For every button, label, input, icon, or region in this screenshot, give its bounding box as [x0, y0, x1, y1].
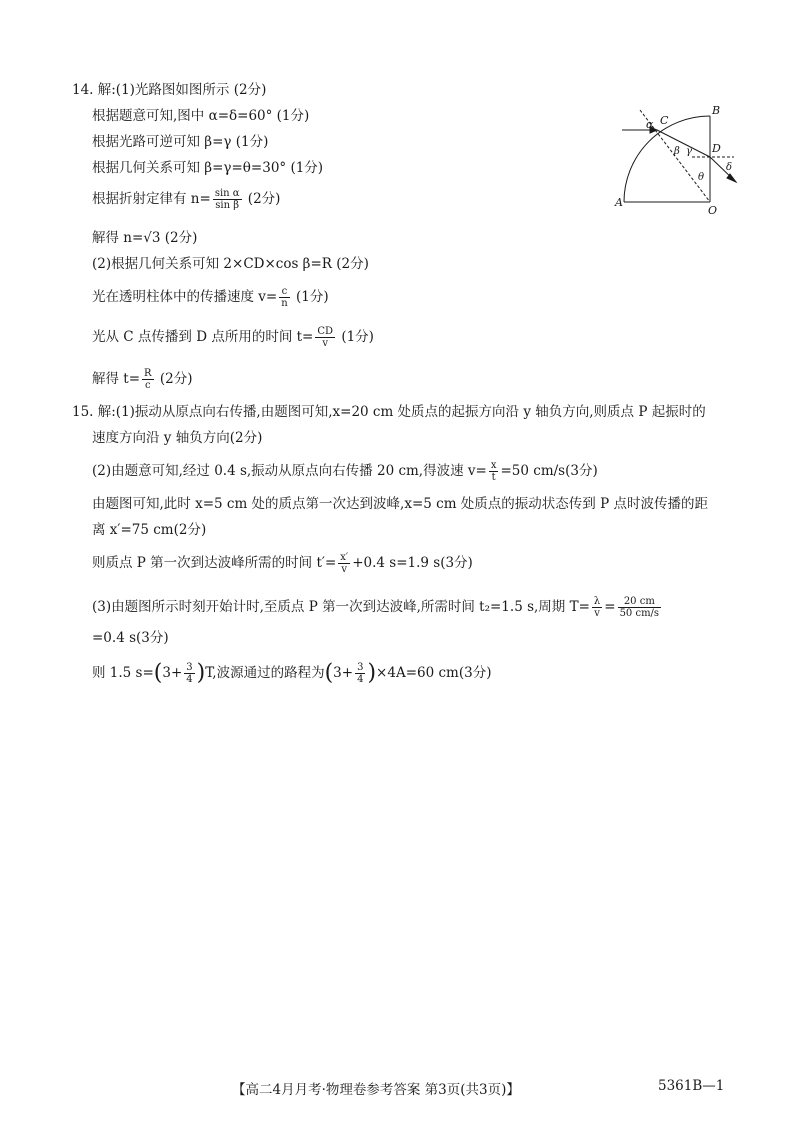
fraction: $\frac{\text{sin α}}{\text{sin β}}$ — [214, 188, 240, 211]
footer-code: 5361B—1 — [658, 1078, 725, 1094]
fraction: $\frac{3}{4}$ — [357, 662, 364, 685]
q15-line-2: 速度方向沿 y 轴负方向(2分) — [92, 430, 263, 446]
q15-line-7: (3)由题图所示时刻开始计时,至质点 P 第一次到达波峰,所需时间 t₂=1.5 s,周期 T= $\frac{\lambda}{v}$ = $\frac{20 cm}{50 cm/s}$ — [92, 596, 660, 619]
fraction: $\frac{3}{4}$ — [186, 662, 193, 685]
fraction: $\frac{x}{t}$ — [490, 460, 497, 483]
fraction: $\frac{20 cm}{50 cm/s}$ — [619, 596, 660, 619]
label-theta: θ — [698, 172, 705, 183]
q15-line-9: 则 1.5 s=(3+ $\frac{3}{4}$ )T,波源通过的路程为(3+ $\frac{3}{4}$ )×4A=60 cm(3分) — [92, 660, 492, 686]
q14-line-3: 根据光路可逆可知 β=γ (1分) — [92, 134, 269, 150]
label-beta: β — [674, 146, 680, 157]
q14-line-10: 解得 t= $\frac{R}{c}$ (2分) — [92, 368, 193, 391]
optics-figure — [612, 102, 742, 217]
fraction: $\frac{CD}{v}$ — [317, 326, 334, 349]
q14-line-1: 14. 解:(1)光路图如图所示 (2分) — [72, 82, 267, 98]
q14-line-8: 光在透明柱体中的传播速度 v= $\frac{c}{n}$ (1分) — [92, 286, 329, 309]
label-c: C — [660, 114, 669, 127]
label-a: A — [615, 196, 623, 209]
fraction: $\frac{c}{n}$ — [281, 286, 288, 309]
q15-line-1: 15. 解:(1)振动从原点向右传播,由题图可知,x=20 cm 处质点的起振方向沿 y 轴负方向,则质点 P 起振时的 — [72, 404, 706, 420]
q14-line-6: 解得 n=√3 (2分) — [92, 230, 198, 246]
fraction: $\frac{R}{c}$ — [144, 368, 152, 391]
fraction: $\frac{\lambda}{v}$ — [593, 596, 601, 619]
q14-line-4: 根据几何关系可知 β=γ=θ=30° (1分) — [92, 160, 324, 176]
footer-title: 【高二4月月考·物理卷参考答案 第3页(共3页)】 — [232, 1082, 520, 1098]
label-b: B — [712, 104, 721, 117]
q14-line-7: (2)根据几何关系可知 2×CD×cos β=R (2分) — [92, 256, 369, 272]
label-o: O — [708, 204, 718, 217]
fraction: $\frac{x'}{v}$ — [340, 552, 349, 575]
label-gamma: γ — [686, 146, 692, 157]
q15-line-5: 离 x′=75 cm(2分) — [92, 522, 207, 538]
q14-line-9: 光从 C 点传播到 D 点所用的时间 t= $\frac{CD}{v}$ (1分) — [92, 326, 374, 349]
q15-line-4: 由题图可知,此时 x=5 cm 处的质点第一次达到波峰,x=5 cm 处质点的振动状态传到 P 点时波传播的距 — [92, 496, 708, 512]
q15-line-6: 则质点 P 第一次到达波峰所需的时间 t′= $\frac{x'}{v}$ +0.4 s=1.9 s(3分) — [92, 552, 473, 575]
q15-line-8: =0.4 s(3分) — [92, 630, 169, 646]
label-delta: δ — [726, 162, 733, 173]
label-alpha: α — [646, 118, 654, 131]
q15-line-3: (2)由题意可知,经过 0.4 s,振动从原点向右传播 20 cm,得波速 v= $\frac{x}{t}$ =50 cm/s(3分) — [92, 460, 598, 483]
q14-line-2: 根据题意可知,图中 α=δ=60° (1分) — [92, 108, 310, 124]
q14-line-5: 根据折射定律有 n= $\frac{\text{sin α}}{\text{sin β}}$ (2分) — [92, 188, 281, 211]
label-d: D — [712, 142, 721, 155]
arc-surface — [624, 116, 710, 202]
